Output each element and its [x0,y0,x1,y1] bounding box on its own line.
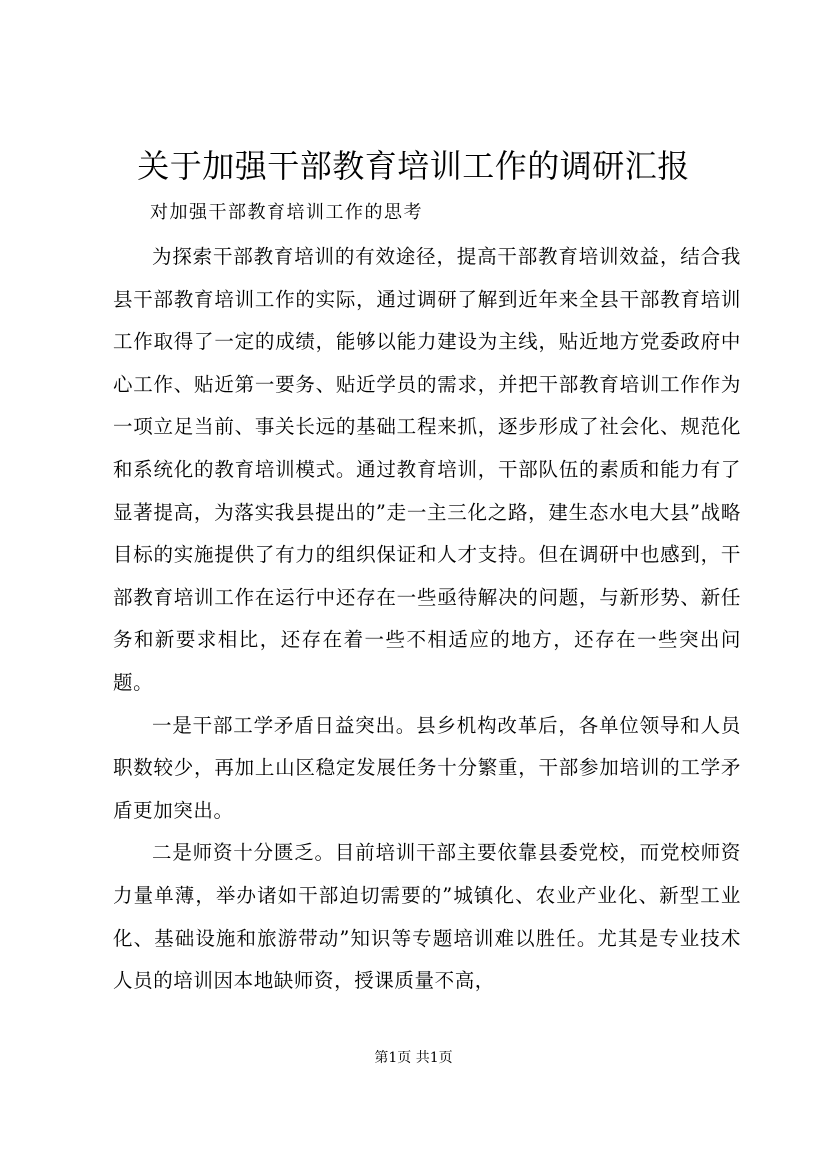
body-paragraph-1: 为探索干部教育培训的有效途径，提高干部教育培训效益，结合我县干部教育培训工作的实际，通过调研了解到近年来全县干部教育培训工作取得了一定的成绩，能够以能力建设为主线，贴近地方党委政府中心工作、贴近第一要务、贴近学员的需求，并把干部教育培训工作作为一项立足当前、事关长远的基础工程来抓，逐步形成了社会化、规范化和系统化的教育培训模式。通过教育培训，干部队伍的素质和能力有了显著提高，为落实我县提出的”走一主三化之路，建生态水电大县”战略目标的实施提供了有力的组织保证和人才支持。但在调研中也感到，干部教育培训工作在运行中还存在一些亟待解决的问题，与新形势、新任务和新要求相比，还存在着一些不相适应的地方，还存在一些突出问题。 [113,245,741,694]
body-paragraph-3: 二是师资十分匮乏。目前培训干部主要依靠县委党校，而党校师资力量单薄，举办诸如干部迫切需要的”城镇化、农业产业化、新型工业化、基础设施和旅游带动”知识等专题培训难以胜任。尤其是专业技术人员的培训因本地缺师资，授课质量不高， [113,841,741,993]
document-body [113,236,741,1003]
document-subtitle: 对加强干部教育培训工作的思考 [150,202,423,223]
page-footer: 第1页 共1页 [374,1050,453,1066]
document-title: 关于加强干部教育培训工作的调研汇报 [137,147,690,185]
body-paragraph-2: 一是干部工学矛盾日益突出。县乡机构改革后，各单位领导和人员职数较少，再加上山区稳定发展任务十分繁重，干部参加培训的工学矛盾更加突出。 [113,713,741,822]
